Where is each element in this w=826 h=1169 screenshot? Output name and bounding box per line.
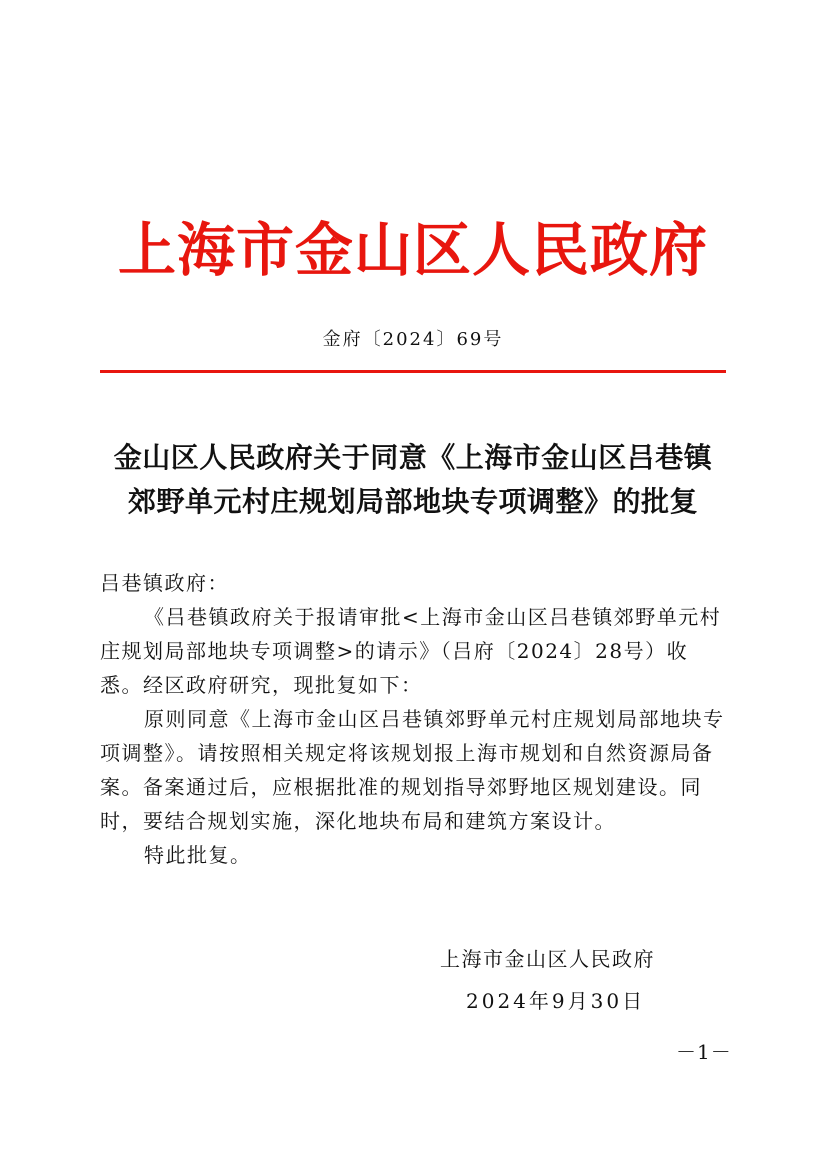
body-paragraph: 原则同意《上海市金山区吕巷镇郊野单元村庄规划局部地块专项调整》。请按照相关规定将该规划报上海市规划和自然资源局备案。备案通过后，应根据批准的规划指导郊野地区规划建设。同时，要结合规划实施，深化地块布局和建筑方案设计。 (100, 707, 725, 833)
red-separator-line (100, 370, 726, 373)
salutation: 吕巷镇政府： (100, 571, 229, 595)
body-paragraph: 特此批复。 (144, 843, 252, 867)
document-number: 金府〔2024〕69号 (322, 329, 504, 350)
page-number: －1－ (676, 1040, 732, 1064)
issue-date: 2024年9月30日 (466, 989, 646, 1013)
document-body (100, 566, 726, 872)
issuing-authority-header: 上海市金山区人民政府 (117, 216, 708, 284)
document-title-line-2: 郊野单元村庄规划局部地块专项调整》的批复 (127, 485, 698, 518)
document-title-line-1: 金山区人民政府关于同意《上海市金山区吕巷镇 (113, 441, 713, 474)
body-paragraph: 《吕巷镇政府关于报请审批<上海市金山区吕巷镇郊野单元村庄规划局部地块专项调整>的请示》（吕府〔2024〕28号）收悉。经区政府研究，现批复如下： (100, 605, 722, 697)
document-title (90, 436, 736, 524)
signature-authority: 上海市金山区人民政府 (440, 947, 655, 971)
